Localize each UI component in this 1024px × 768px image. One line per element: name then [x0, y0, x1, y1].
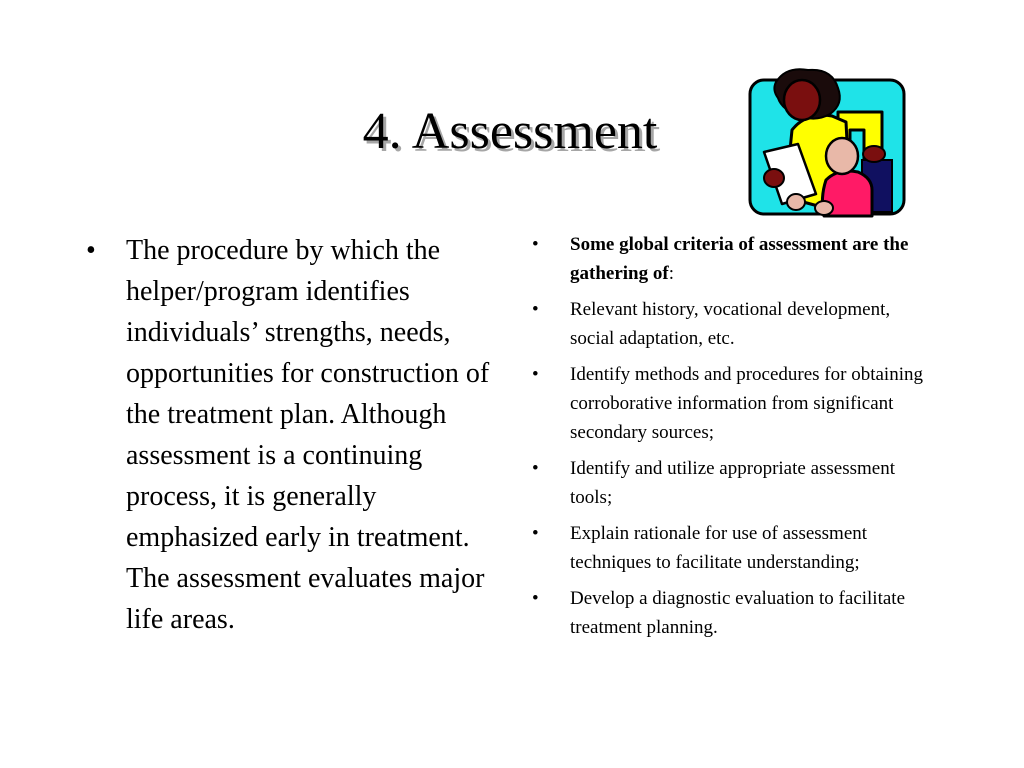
bullet: •: [532, 588, 539, 609]
bullet: •: [532, 523, 539, 544]
bullet: •: [532, 234, 539, 255]
list-item: [528, 519, 938, 577]
definition-text: The procedure by which the helper/program identifies individuals’ strengths, needs, opportunities for construction of the treatment plan. Although assessment is a continuing process, it is generally emphasized early in treatment. The assessment evaluates major life areas.: [126, 235, 490, 635]
criteria-item: Relevant history, vocational development, social adaptation, etc.: [570, 299, 891, 349]
criteria-item: Develop a diagnostic evaluation to facilitate treatment planning.: [570, 588, 906, 638]
bullet: •: [532, 299, 539, 320]
list-item: [528, 584, 938, 642]
slide-title: 4. Assessment: [362, 103, 658, 160]
bullet: •: [86, 235, 96, 266]
right-column: [528, 230, 938, 649]
list-item: [528, 230, 938, 288]
criteria-item: Identify methods and procedures for obtaining corroborative information from significant secondary sources;: [570, 364, 923, 443]
criteria-item: Explain rationale for use of assessment techniques to facilitate understanding;: [570, 523, 868, 573]
criteria-heading-colon: :: [668, 263, 674, 284]
teacher-and-student-icon: [746, 60, 910, 220]
criteria-heading: Some global criteria of assessment are the gathering of: [570, 234, 909, 284]
left-column: [80, 230, 500, 640]
list-item: [528, 360, 938, 447]
list-item: [80, 230, 500, 640]
list-item: [528, 454, 938, 512]
list-item: [528, 295, 938, 353]
bullet: •: [532, 364, 539, 385]
bullet: •: [532, 458, 539, 479]
criteria-item: Identify and utilize appropriate assessment tools;: [570, 458, 896, 508]
